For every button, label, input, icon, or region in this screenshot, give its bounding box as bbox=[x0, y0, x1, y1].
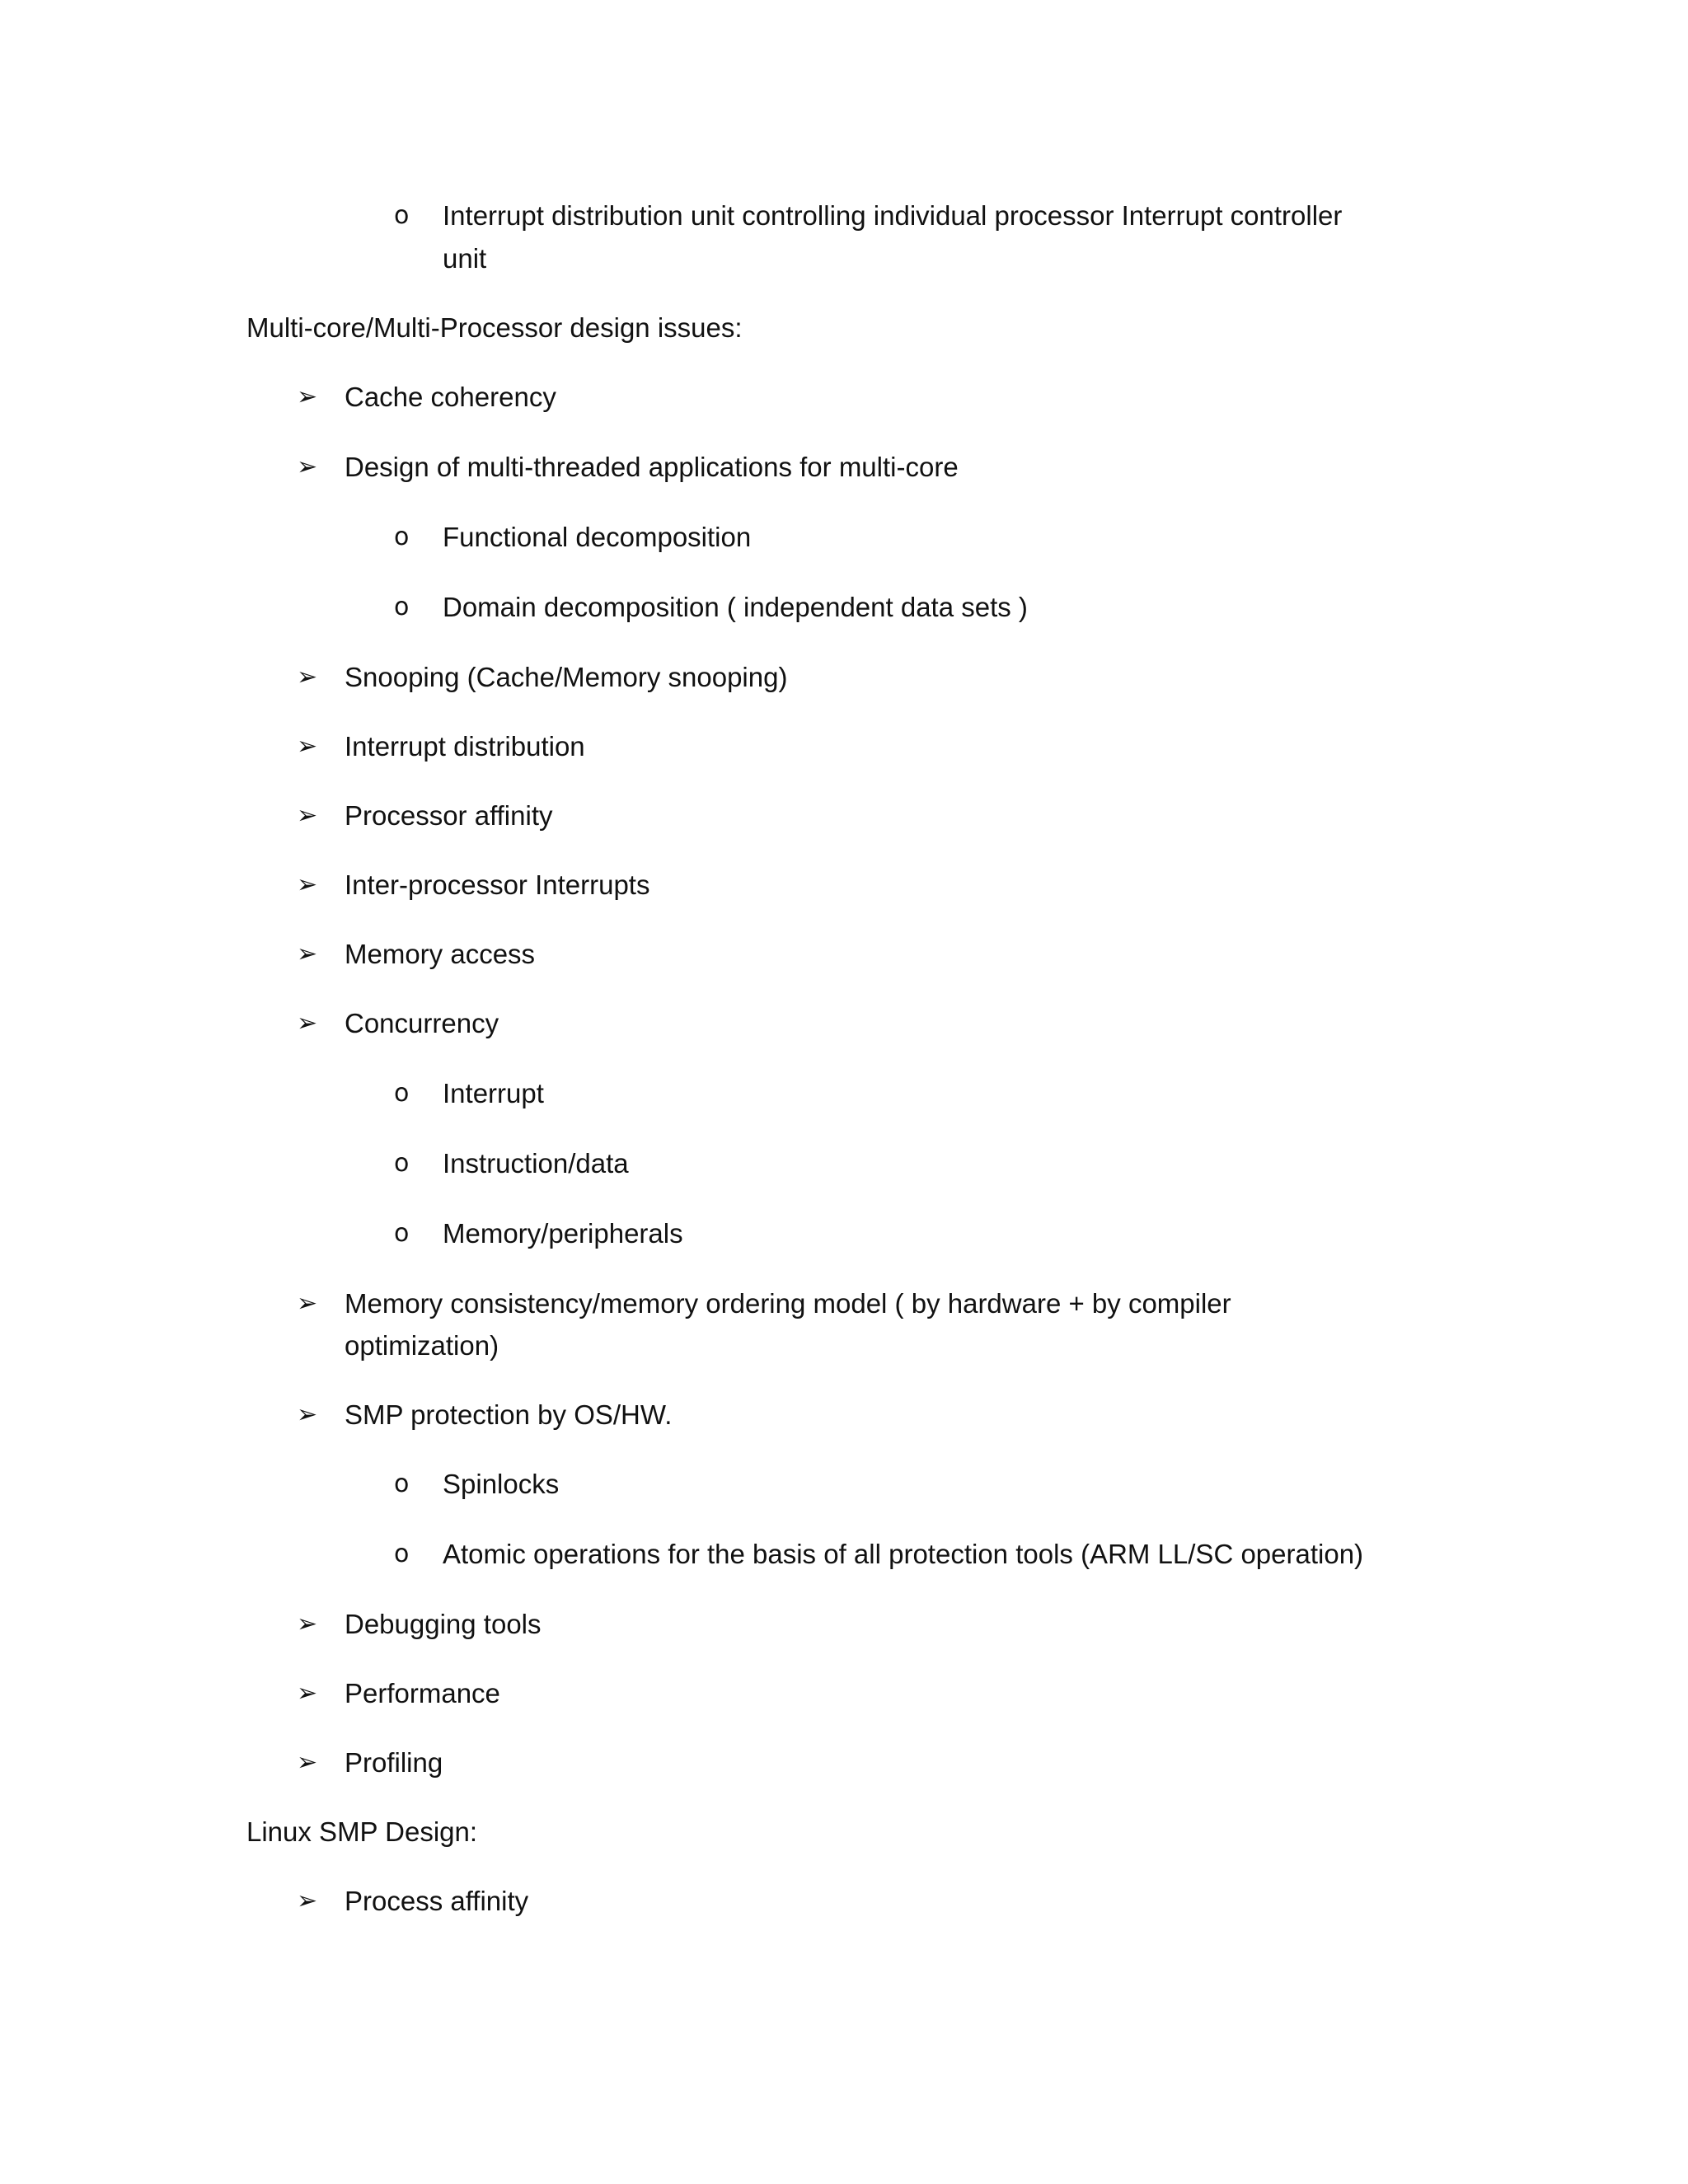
sub-item-interrupt: Interrupt bbox=[443, 1078, 544, 1108]
list-item-memory-consistency: Memory consistency/memory ordering model ( by hardware + by compiler bbox=[345, 1288, 1231, 1319]
arrow-bullet-icon: ➢ bbox=[297, 1400, 318, 1429]
sub-item-atomic-operations: Atomic operations for the basis of all protection tools (ARM LL/SC operation) bbox=[443, 1539, 1364, 1569]
arrow-bullet-icon: ➢ bbox=[297, 452, 318, 481]
arrow-bullet-icon: ➢ bbox=[297, 1289, 318, 1318]
list-item-memory-consistency-cont: optimization) bbox=[345, 1330, 499, 1361]
sub-item-interrupt-distribution-unit-cont: unit bbox=[443, 243, 487, 274]
arrow-bullet-icon: ➢ bbox=[297, 663, 318, 691]
list-item-interrupt-distribution: Interrupt distribution bbox=[345, 731, 585, 762]
circle-bullet-icon: o bbox=[394, 1079, 410, 1108]
circle-bullet-icon: o bbox=[394, 593, 410, 621]
circle-bullet-icon: o bbox=[394, 1219, 410, 1248]
list-item-snooping: Snooping (Cache/Memory snooping) bbox=[345, 662, 788, 692]
list-item-debugging-tools: Debugging tools bbox=[345, 1609, 542, 1639]
list-item-profiling: Profiling bbox=[345, 1747, 443, 1778]
circle-bullet-icon: o bbox=[394, 523, 410, 551]
sub-item-domain-decomposition: Domain decomposition ( independent data sets ) bbox=[443, 592, 1028, 622]
list-item-process-affinity: Process affinity bbox=[345, 1886, 529, 1916]
circle-bullet-icon: o bbox=[394, 201, 410, 230]
circle-bullet-icon: o bbox=[394, 1149, 410, 1178]
list-item-cache-coherency: Cache coherency bbox=[345, 382, 556, 412]
sub-item-interrupt-distribution-unit: Interrupt distribution unit controlling individual processor Interrupt controller bbox=[443, 200, 1343, 231]
arrow-bullet-icon: ➢ bbox=[297, 1679, 318, 1708]
circle-bullet-icon: o bbox=[394, 1540, 410, 1568]
circle-bullet-icon: o bbox=[394, 1469, 410, 1498]
section-heading-linux-smp: Linux SMP Design: bbox=[246, 1816, 478, 1847]
section-heading-design-issues: Multi-core/Multi-Processor design issues: bbox=[246, 312, 743, 343]
arrow-bullet-icon: ➢ bbox=[297, 382, 318, 411]
list-item-concurrency: Concurrency bbox=[345, 1008, 499, 1038]
list-item-processor-affinity: Processor affinity bbox=[345, 800, 553, 831]
list-item-memory-access: Memory access bbox=[345, 939, 536, 969]
sub-item-functional-decomposition: Functional decomposition bbox=[443, 522, 752, 552]
list-item-smp-protection: SMP protection by OS/HW. bbox=[345, 1399, 673, 1430]
list-item-design-multithreaded: Design of multi-threaded applications for multi-core bbox=[345, 452, 959, 482]
arrow-bullet-icon: ➢ bbox=[297, 1610, 318, 1638]
sub-item-memory-peripherals: Memory/peripherals bbox=[443, 1218, 683, 1249]
arrow-bullet-icon: ➢ bbox=[297, 732, 318, 761]
arrow-bullet-icon: ➢ bbox=[297, 1886, 318, 1915]
arrow-bullet-icon: ➢ bbox=[297, 801, 318, 830]
arrow-bullet-icon: ➢ bbox=[297, 1009, 318, 1038]
list-item-performance: Performance bbox=[345, 1678, 500, 1708]
arrow-bullet-icon: ➢ bbox=[297, 870, 318, 899]
sub-item-instruction-data: Instruction/data bbox=[443, 1148, 629, 1179]
arrow-bullet-icon: ➢ bbox=[297, 1748, 318, 1777]
list-item-inter-processor-interrupts: Inter-processor Interrupts bbox=[345, 869, 650, 900]
sub-item-spinlocks: Spinlocks bbox=[443, 1469, 560, 1499]
arrow-bullet-icon: ➢ bbox=[297, 940, 318, 968]
